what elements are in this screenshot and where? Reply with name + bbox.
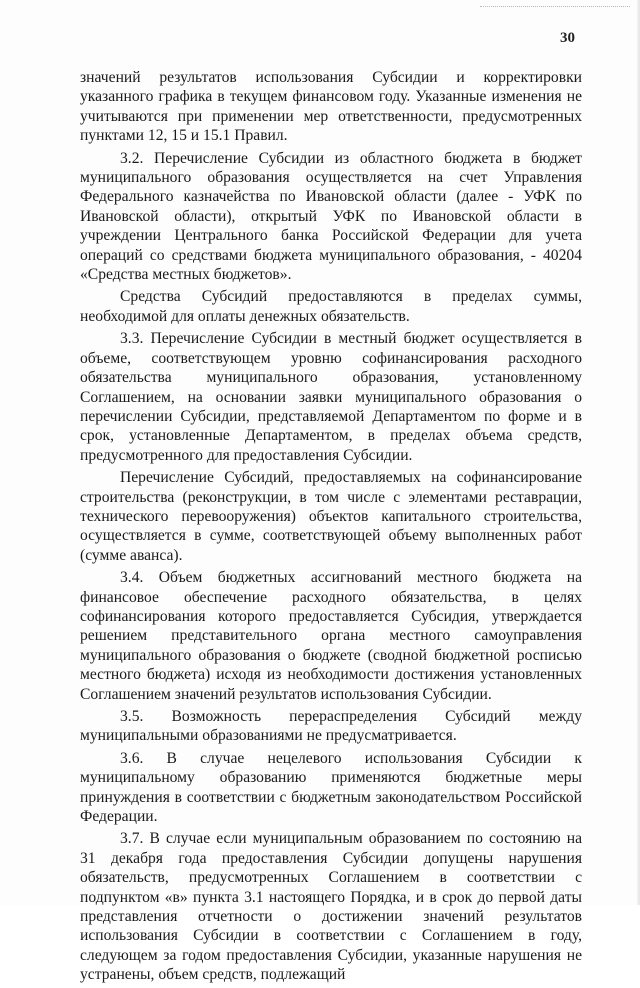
paragraph-3-5: 3.5. Возможность перераспределения Субсидий между муниципальными образованиями не предусматривается.: [80, 708, 582, 745]
paragraph-continuation: значений результатов использования Субсидии и корректировки указанного графика в текущем финансовом году. Указанные изменения не учитываются при применении мер ответственности, предусмотренных пунктами 12, 15 и 15.1 Правил.: [80, 69, 582, 145]
paragraph-3-3: 3.3. Перечисление Субсидии в местный бюджет осуществляется в объеме, соответствующем уровню софинансирования расходного обязательства муниципального образования, установленному Соглашением, на основании заявки муниципального образования о перечислении Субсидии, представляемой Департаментом по форме и в срок, установленные Департаментом, в пределах объема средств, предусмотренного для предоставления Субсидии.: [80, 330, 582, 464]
page-number: 30: [560, 30, 575, 46]
paragraph-3-4: 3.4. Объем бюджетных ассигнований местного бюджета на финансовое обеспечение расходного обязательства, в целях софинансирования которого предоставляется Субсидия, утверждается решением представительного органа местного самоуправления муниципального образования о бюджете (сводной бюджетной росписью местного бюджета) исходя из необходимости достижения установленных Соглашением значений результатов использования Субсидии.: [80, 569, 582, 703]
paragraph-3-6: 3.6. В случае нецелевого использования Субсидии к муниципальному образованию применяются бюджетные меры принуждения в соответствии с бюджетным законодательством Российской Федерации.: [80, 749, 582, 826]
document-body: [80, 68, 582, 988]
paragraph-3-3-construction: Перечисление Субсидий, предоставляемых на софинансирование строительства (реконструкции, в том числе с элементами реставрации, технического перевооружения) объектов капитального строительства, осуществляется в сумме, соответствующей объему выполненных работ (сумме аванса).: [80, 469, 582, 564]
paragraph-3-7: 3.7. В случае если муниципальным образованием по состоянию на 31 декабря года предоставления Субсидии допущены нарушения обязательств, предусмотренных Соглашением в соответствии с подпунктом «в» пункта 3.1 настоящего Порядка, и в срок до первой даты представления отчетности о достижении значений результатов использования Субсидии в соответствии с Соглашением в году, следующем за годом предоставления Субсидии, указанные нарушения не устранены, объем средств, подлежащий: [80, 830, 582, 984]
paragraph-3-2: 3.2. Перечисление Субсидии из областного бюджета в бюджет муниципального образования осуществляется на счет Управления Федерального казначейства по Ивановской области (далее - УФК по Ивановской области), открытый УФК по Ивановской области в учреждении Центрального банка Российской Федерации для учета операций со средствами бюджета муниципального образования, - 40204 «Средства местных бюджетов».: [80, 149, 582, 284]
paragraph-3-2-funds: Средства Субсидий предоставляются в пределах суммы, необходимой для оплаты денежных обязательств.: [80, 288, 582, 325]
scan-artifact: [480, 6, 630, 9]
